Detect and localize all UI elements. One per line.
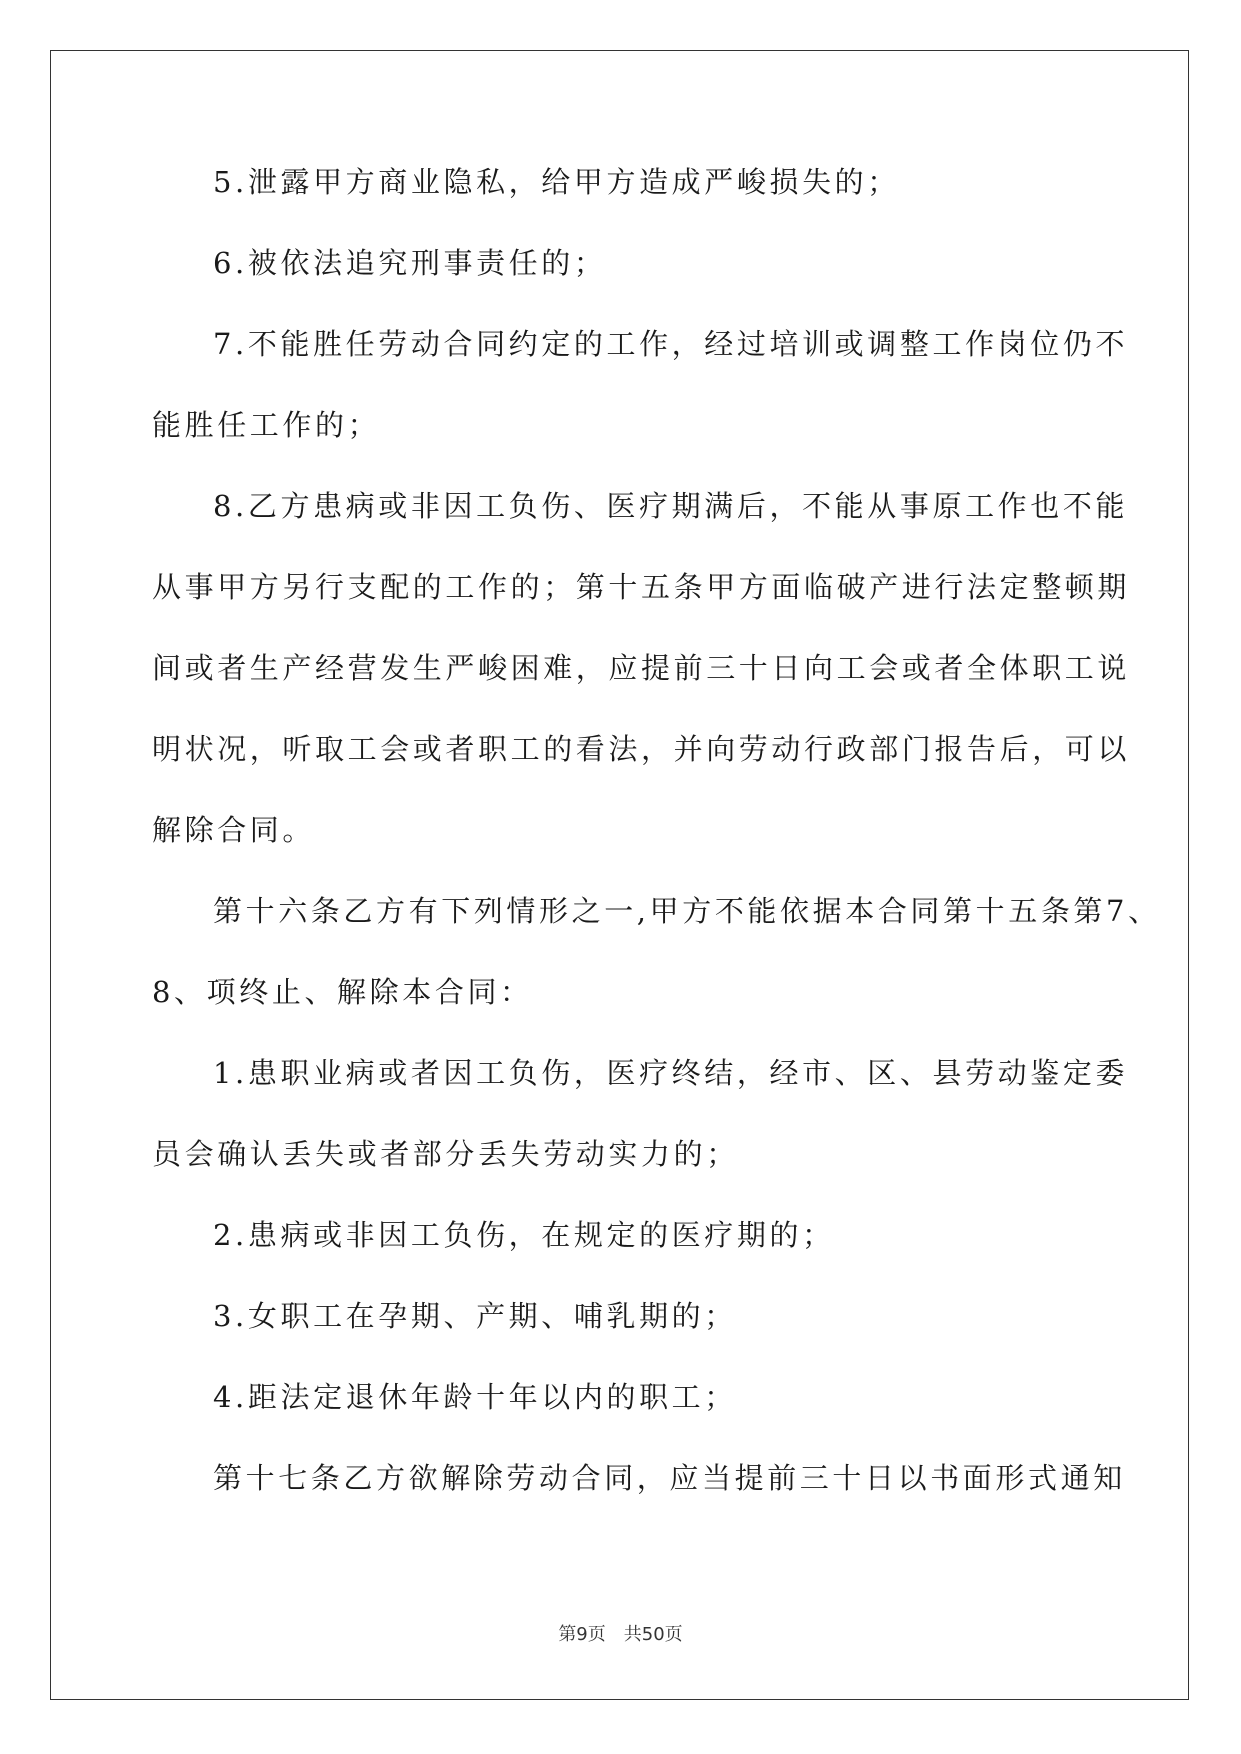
page-total: 共50页 (623, 1624, 683, 1645)
text-line: 6.被依法追究刑事责任的； (213, 246, 607, 280)
text-line: 3.女职工在孕期、产期、哺乳期的； (213, 1299, 737, 1333)
text-line: 能胜任工作的； (152, 408, 381, 442)
text-line: 第十七条乙方欲解除劳动合同，应当提前三十日以书面形式通知 (213, 1461, 1126, 1495)
text-line: 解除合同。 (152, 813, 316, 847)
text-line: 8、项终止、解除本合同： (152, 975, 533, 1009)
text-line: 7.不能胜任劳动合同约定的工作，经过培训或调整工作岗位仍不 (213, 327, 1129, 361)
text-line: 明状况，听取工会或者职工的看法，并向劳动行政部门报告后，可以 (152, 732, 1131, 766)
text-line: 1.患职业病或者因工负伤，医疗终结，经市、区、县劳动鉴定委 (213, 1056, 1129, 1090)
document-body (152, 165, 1161, 1545)
text-line: 第十六条乙方有下列情形之一,甲方不能依据本合同第十五条第7、 (213, 894, 1161, 928)
text-line: 8.乙方患病或非因工负伤、医疗期满后，不能从事原工作也不能 (213, 489, 1129, 523)
text-line: 2.患病或非因工负伤，在规定的医疗期的； (213, 1218, 835, 1252)
text-line: 5.泄露甲方商业隐私，给甲方造成严峻损失的； (213, 165, 900, 199)
text-line: 员会确认丢失或者部分丢失劳动实力的； (152, 1137, 739, 1171)
page-number: 第9页 (558, 1624, 606, 1645)
page-footer (0, 1620, 1241, 1646)
text-line: 间或者生产经营发生严峻困难，应提前三十日向工会或者全体职工说 (152, 651, 1131, 685)
text-line: 4.距法定退休年龄十年以内的职工； (213, 1380, 737, 1414)
text-line: 从事甲方另行支配的工作的；第十五条甲方面临破产进行法定整顿期 (152, 570, 1131, 604)
